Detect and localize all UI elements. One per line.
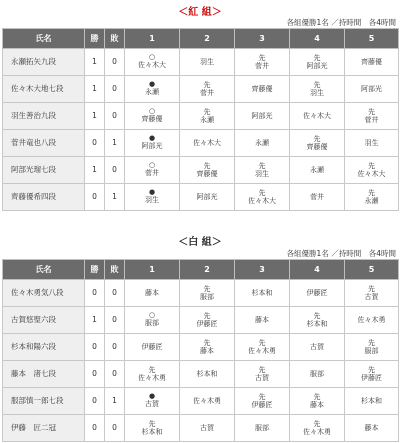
result-mark: ○: [148, 161, 156, 170]
round-cell: [235, 157, 290, 184]
round-cell: [290, 415, 345, 442]
round-cell: [235, 130, 290, 157]
losses-count: 1: [105, 184, 125, 211]
first-move-mark: 先: [368, 365, 375, 374]
first-move-mark: 先: [203, 80, 211, 89]
round-cell: [290, 280, 345, 307]
player-row: [3, 415, 399, 442]
first-move-mark: 先: [203, 338, 211, 347]
opponent-name: 杉本和: [141, 428, 163, 436]
round-cell: [290, 76, 345, 103]
round-cell: [125, 130, 180, 157]
column-header: 3: [235, 29, 290, 49]
result-mark: ●: [148, 188, 156, 197]
white-group-table: [2, 259, 399, 442]
player-row: [3, 334, 399, 361]
first-move-mark: 先: [258, 53, 266, 62]
round-cell: [345, 103, 399, 130]
round-cell: [235, 415, 290, 442]
first-move-mark: 先: [258, 392, 266, 401]
round-cell: [180, 280, 235, 307]
opponent-name: 杉本和: [251, 288, 273, 297]
opponent-name: 齊藤優: [306, 143, 328, 151]
column-header: 5: [345, 29, 399, 49]
round-cell: [290, 361, 345, 388]
opponent-name: 永瀬: [255, 138, 269, 147]
round-cell: [290, 103, 345, 130]
opponent-name: 佐々木勇: [357, 315, 386, 324]
wins-count: 1: [85, 76, 105, 103]
wins-count: 0: [85, 184, 105, 211]
player-name: 杉本和陽六段: [3, 334, 85, 361]
opponent-name: 藤本: [200, 347, 214, 355]
player-name: 佐々木大地七段: [3, 76, 85, 103]
first-move-mark: 先: [258, 338, 266, 347]
first-move-mark: 先: [368, 107, 375, 116]
player-name: 藤本 渚七段: [3, 361, 85, 388]
player-row: [3, 307, 399, 334]
round-cell: [180, 307, 235, 334]
opponent-name: 藤本: [310, 401, 324, 409]
round-cell: [345, 280, 399, 307]
player-name: 阿部光瑠七段: [3, 157, 85, 184]
losses-count: 0: [105, 415, 125, 442]
player-name: 菅井竜也八段: [3, 130, 85, 157]
first-move-mark: 先: [313, 392, 321, 401]
wins-count: 1: [85, 157, 105, 184]
player-name: 古賀悠聖六段: [3, 307, 85, 334]
round-cell: [180, 103, 235, 130]
opponent-name: 服部: [145, 319, 159, 328]
player-name: 永瀬拓矢九段: [3, 49, 85, 76]
round-cell: [345, 130, 399, 157]
first-move-mark: 先: [203, 284, 211, 293]
player-name: 齊藤優希四段: [3, 184, 85, 211]
round-cell: [125, 361, 180, 388]
opponent-name: 佐々木大: [357, 170, 386, 178]
round-cell: [345, 388, 399, 415]
round-cell: [125, 157, 180, 184]
first-move-mark: 先: [368, 284, 375, 293]
round-cell: [235, 388, 290, 415]
opponent-name: 服部: [364, 347, 379, 355]
round-cell: [235, 184, 290, 211]
opponent-name: 羽生: [255, 170, 269, 178]
player-row: [3, 157, 399, 184]
result-mark: ●: [148, 134, 156, 143]
first-move-mark: 先: [313, 134, 321, 143]
losses-count: 0: [105, 76, 125, 103]
opponent-name: 羽生: [364, 138, 379, 147]
round-cell: [290, 184, 345, 211]
losses-count: 0: [105, 334, 125, 361]
player-name: 佐々木勇気八段: [3, 280, 85, 307]
round-cell: [235, 307, 290, 334]
player-row: [3, 103, 399, 130]
round-cell: [125, 184, 180, 211]
opponent-name: 杉本和: [361, 396, 382, 405]
first-move-mark: 先: [313, 419, 321, 428]
opponent-name: 菅井: [255, 62, 269, 70]
round-cell: [235, 76, 290, 103]
first-move-mark: 先: [258, 365, 266, 374]
player-row: [3, 184, 399, 211]
opponent-name: 杉本和: [196, 369, 218, 378]
round-cell: [235, 280, 290, 307]
opponent-name: 藤本: [145, 288, 159, 297]
wins-count: 0: [85, 388, 105, 415]
opponent-name: 永瀬: [145, 88, 159, 97]
losses-count: 0: [105, 307, 125, 334]
round-cell: [180, 76, 235, 103]
header-row: [3, 29, 399, 49]
opponent-name: 伊藤匠: [251, 401, 273, 409]
round-cell: [125, 388, 180, 415]
round-cell: [345, 334, 399, 361]
result-mark: ○: [148, 107, 156, 116]
losses-count: 0: [105, 280, 125, 307]
opponent-name: 齊藤優: [361, 57, 382, 66]
round-cell: [345, 76, 399, 103]
round-cell: [180, 415, 235, 442]
column-header: 3: [235, 260, 290, 280]
player-row: [3, 388, 399, 415]
column-header: 1: [125, 29, 180, 49]
opponent-name: 阿部光: [196, 192, 218, 201]
wins-count: 0: [85, 280, 105, 307]
round-cell: [235, 103, 290, 130]
wins-count: 1: [85, 103, 105, 130]
first-move-mark: 先: [258, 161, 266, 170]
opponent-name: 佐々木勇: [248, 347, 276, 355]
first-move-mark: 先: [148, 419, 156, 428]
round-cell: [345, 307, 399, 334]
round-cell: [235, 49, 290, 76]
result-mark: ●: [148, 80, 156, 89]
opponent-name: 佐々木大: [138, 61, 166, 70]
opponent-name: 羽生: [200, 57, 214, 66]
opponent-name: 佐々木大: [303, 111, 331, 120]
opponent-name: 阿部光: [141, 142, 163, 151]
first-move-mark: 先: [148, 365, 156, 374]
opponent-name: 齊藤優: [196, 170, 218, 178]
column-header: 勝: [85, 29, 105, 49]
opponent-name: 永瀬: [200, 116, 214, 124]
round-cell: [180, 361, 235, 388]
losses-count: 1: [105, 130, 125, 157]
white-group-title: ＜白 組＞: [178, 237, 222, 248]
column-header: 4: [290, 260, 345, 280]
first-move-mark: 先: [313, 53, 321, 62]
round-cell: [345, 361, 399, 388]
column-header: 1: [125, 260, 180, 280]
losses-count: 0: [105, 361, 125, 388]
opponent-name: 菅井: [145, 169, 159, 178]
opponent-name: 羽生: [310, 89, 324, 97]
opponent-name: 古賀: [255, 374, 269, 382]
opponent-name: 服部: [255, 423, 269, 432]
column-header: 氏名: [3, 260, 85, 280]
opponent-name: 永瀬: [310, 165, 324, 174]
column-header: 勝: [85, 260, 105, 280]
result-mark: ○: [148, 53, 156, 62]
column-header: 2: [180, 260, 235, 280]
opponent-name: 古賀: [310, 342, 324, 351]
white-group-note: 各組優勝1名 ／持時間 各4時間: [286, 249, 396, 258]
opponent-name: 服部: [200, 293, 214, 301]
first-move-mark: 先: [368, 188, 375, 197]
round-cell: [290, 307, 345, 334]
column-header: 5: [345, 260, 399, 280]
round-cell: [125, 334, 180, 361]
player-row: [3, 76, 399, 103]
round-cell: [180, 388, 235, 415]
round-cell: [345, 157, 399, 184]
round-cell: [345, 415, 399, 442]
round-cell: [180, 130, 235, 157]
red-group-note: 各組優勝1名 ／持時間 各4時間: [286, 18, 396, 27]
first-move-mark: 先: [313, 311, 321, 320]
round-cell: [125, 49, 180, 76]
opponent-name: 伊藤匠: [196, 320, 218, 328]
round-cell: [290, 157, 345, 184]
player-row: [3, 130, 399, 157]
round-cell: [180, 334, 235, 361]
opponent-name: 永瀬: [364, 197, 379, 205]
round-cell: [345, 49, 399, 76]
wins-count: 1: [85, 307, 105, 334]
opponent-name: 伊藤匠: [141, 342, 163, 351]
round-cell: [345, 184, 399, 211]
round-cell: [180, 184, 235, 211]
opponent-name: 羽生: [145, 196, 159, 205]
round-cell: [235, 361, 290, 388]
wins-count: 0: [85, 361, 105, 388]
opponent-name: 阿部光: [361, 84, 382, 93]
wins-count: 0: [85, 415, 105, 442]
opponent-name: 齊藤優: [251, 84, 273, 93]
opponent-name: 佐々木勇: [138, 374, 166, 382]
round-cell: [180, 49, 235, 76]
first-move-mark: 先: [313, 80, 321, 89]
result-mark: ○: [148, 311, 156, 320]
losses-count: 0: [105, 49, 125, 76]
red-group-title: ＜紅 組＞: [178, 7, 222, 18]
opponent-name: 齊藤優: [141, 115, 163, 124]
first-move-mark: 先: [368, 338, 375, 347]
round-cell: [125, 103, 180, 130]
opponent-name: 杉本和: [306, 320, 328, 328]
round-cell: [125, 76, 180, 103]
first-move-mark: 先: [368, 161, 375, 170]
opponent-name: 藤本: [364, 423, 379, 432]
opponent-name: 菅井: [310, 192, 324, 201]
column-header: 敗: [105, 29, 125, 49]
opponent-name: 伊藤匠: [306, 288, 328, 297]
round-cell: [290, 49, 345, 76]
wins-count: 1: [85, 49, 105, 76]
first-move-mark: 先: [258, 188, 266, 197]
round-cell: [290, 388, 345, 415]
losses-count: 1: [105, 388, 125, 415]
opponent-name: 佐々木勇: [303, 428, 331, 436]
round-cell: [180, 157, 235, 184]
first-move-mark: 先: [203, 311, 211, 320]
column-header: 敗: [105, 260, 125, 280]
wins-count: 0: [85, 130, 105, 157]
round-cell: [290, 130, 345, 157]
opponent-name: 佐々木勇: [193, 396, 221, 405]
opponent-name: 菅井: [364, 116, 379, 124]
opponent-name: 古賀: [145, 400, 159, 409]
round-cell: [290, 334, 345, 361]
opponent-name: 藤本: [255, 315, 269, 324]
red-group-table: [2, 28, 399, 211]
opponent-name: 佐々木大: [248, 197, 276, 205]
player-name: 羽生善治九段: [3, 103, 85, 130]
losses-count: 0: [105, 103, 125, 130]
opponent-name: 佐々木大: [193, 138, 221, 147]
first-move-mark: 先: [203, 161, 211, 170]
result-mark: ●: [148, 392, 156, 401]
first-move-mark: 先: [203, 107, 211, 116]
column-header: 氏名: [3, 29, 85, 49]
round-cell: [235, 334, 290, 361]
round-cell: [125, 415, 180, 442]
player-row: [3, 280, 399, 307]
opponent-name: 阿部光: [251, 111, 273, 120]
player-row: [3, 49, 399, 76]
round-cell: [125, 280, 180, 307]
header-row: [3, 260, 399, 280]
wins-count: 0: [85, 334, 105, 361]
opponent-name: 阿部光: [306, 62, 328, 70]
column-header: 2: [180, 29, 235, 49]
opponent-name: 古賀: [364, 293, 379, 301]
opponent-name: 伊藤匠: [361, 374, 382, 382]
column-header: 4: [290, 29, 345, 49]
losses-count: 0: [105, 157, 125, 184]
round-cell: [125, 307, 180, 334]
player-row: [3, 361, 399, 388]
opponent-name: 菅井: [200, 89, 214, 97]
opponent-name: 古賀: [200, 423, 214, 432]
player-name: 伊藤 匠二冠: [3, 415, 85, 442]
player-name: 服部慎一郎七段: [3, 388, 85, 415]
opponent-name: 服部: [310, 369, 324, 378]
